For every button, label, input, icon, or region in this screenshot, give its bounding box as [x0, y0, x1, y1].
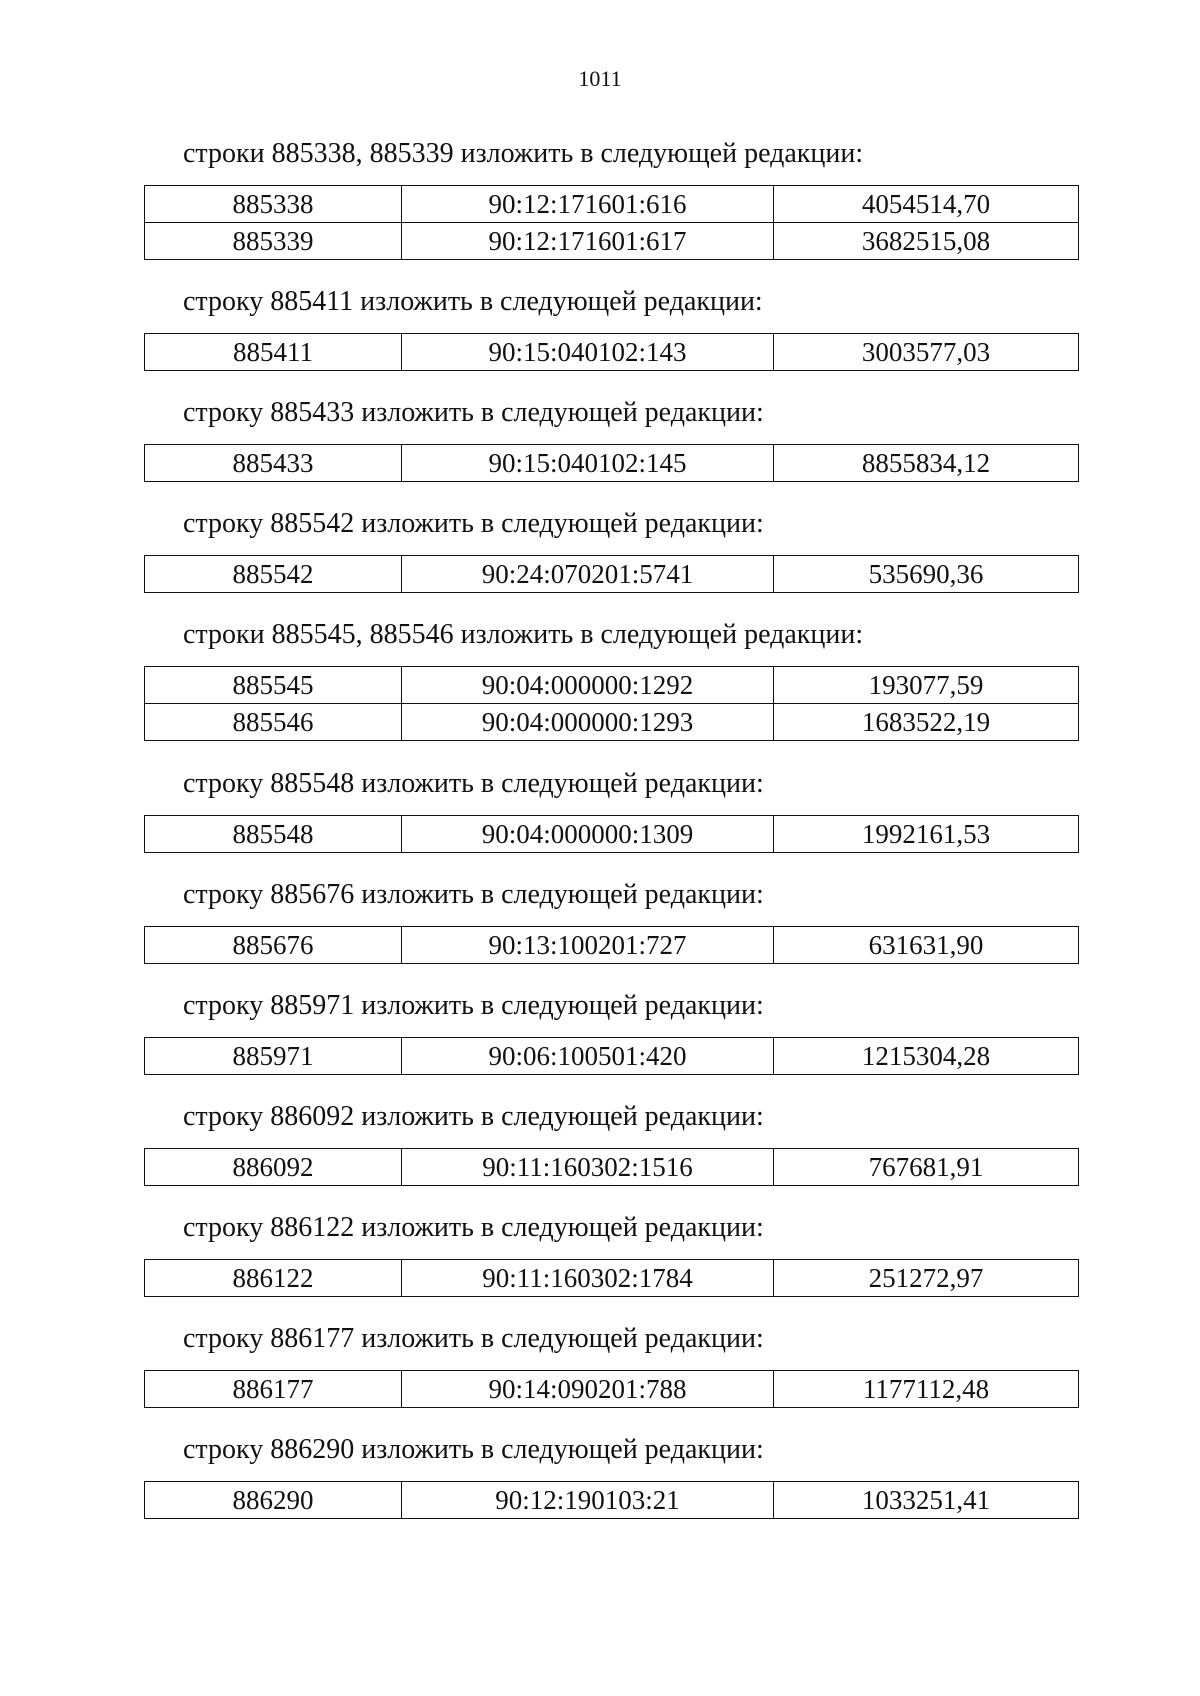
- table-row: [145, 1038, 1079, 1075]
- row-number-cell: 885542: [145, 556, 402, 593]
- row-number-cell: 885546: [145, 704, 402, 741]
- amendment-intro: строку 885548 изложить в следующей редакции:: [183, 768, 764, 799]
- table-row: [145, 704, 1079, 741]
- amendment-table: [144, 1370, 1079, 1408]
- amendment-intro: строку 885433 изложить в следующей редакции:: [183, 397, 764, 428]
- amendment-intro: строки 885338, 885339 изложить в следующей редакции:: [183, 138, 864, 169]
- value-cell: 1992161,53: [774, 816, 1079, 853]
- amendment-intro: строки 885545, 885546 изложить в следующей редакции:: [183, 619, 864, 650]
- row-number-cell: 885548: [145, 816, 402, 853]
- amendment-table: [144, 1037, 1079, 1075]
- value-cell: 3682515,08: [774, 223, 1079, 260]
- table-row: [145, 1482, 1079, 1519]
- row-number-cell: 885411: [145, 334, 402, 371]
- amendment-table: [144, 185, 1079, 260]
- value-cell: 631631,90: [774, 927, 1079, 964]
- value-cell: 1033251,41: [774, 1482, 1079, 1519]
- cadastral-number-cell: 90:04:000000:1292: [402, 667, 774, 704]
- table-row: [145, 816, 1079, 853]
- value-cell: 251272,97: [774, 1260, 1079, 1297]
- cadastral-number-cell: 90:15:040102:145: [402, 445, 774, 482]
- row-number-cell: 885971: [145, 1038, 402, 1075]
- amendment-intro: строку 885411 изложить в следующей редакции:: [183, 286, 763, 317]
- amendment-table: [144, 926, 1079, 964]
- value-cell: 4054514,70: [774, 186, 1079, 223]
- row-number-cell: 885545: [145, 667, 402, 704]
- cadastral-number-cell: 90:11:160302:1516: [402, 1149, 774, 1186]
- table-row: [145, 186, 1079, 223]
- row-number-cell: 885676: [145, 927, 402, 964]
- table-row: [145, 223, 1079, 260]
- amendment-intro: строку 886290 изложить в следующей редакции:: [183, 1434, 764, 1465]
- table-row: [145, 1149, 1079, 1186]
- amendment-table: [144, 1481, 1079, 1519]
- table-row: [145, 1260, 1079, 1297]
- cadastral-number-cell: 90:15:040102:143: [402, 334, 774, 371]
- value-cell: 767681,91: [774, 1149, 1079, 1186]
- amendment-table: [144, 1148, 1079, 1186]
- amendment-table: [144, 333, 1079, 371]
- amendment-table: [144, 555, 1079, 593]
- cadastral-number-cell: 90:13:100201:727: [402, 927, 774, 964]
- cadastral-number-cell: 90:04:000000:1293: [402, 704, 774, 741]
- cadastral-number-cell: 90:12:190103:21: [402, 1482, 774, 1519]
- amendment-intro: строку 886092 изложить в следующей редакции:: [183, 1101, 764, 1132]
- cadastral-number-cell: 90:24:070201:5741: [402, 556, 774, 593]
- table-row: [145, 445, 1079, 482]
- amendment-table: [144, 1259, 1079, 1297]
- row-number-cell: 885339: [145, 223, 402, 260]
- amendment-intro: строку 886122 изложить в следующей редакции:: [183, 1212, 764, 1243]
- value-cell: 535690,36: [774, 556, 1079, 593]
- row-number-cell: 885338: [145, 186, 402, 223]
- table-row: [145, 1371, 1079, 1408]
- page-number: 1011: [578, 66, 622, 91]
- cadastral-number-cell: 90:06:100501:420: [402, 1038, 774, 1075]
- amendment-intro: строку 885971 изложить в следующей редакции:: [183, 990, 764, 1021]
- value-cell: 8855834,12: [774, 445, 1079, 482]
- cadastral-number-cell: 90:12:171601:617: [402, 223, 774, 260]
- cadastral-number-cell: 90:14:090201:788: [402, 1371, 774, 1408]
- row-number-cell: 886177: [145, 1371, 402, 1408]
- amendment-table: [144, 666, 1079, 741]
- table-row: [145, 667, 1079, 704]
- amendment-table: [144, 444, 1079, 482]
- cadastral-number-cell: 90:12:171601:616: [402, 186, 774, 223]
- row-number-cell: 886290: [145, 1482, 402, 1519]
- value-cell: 193077,59: [774, 667, 1079, 704]
- row-number-cell: 886122: [145, 1260, 402, 1297]
- value-cell: 3003577,03: [774, 334, 1079, 371]
- amendment-intro: строку 886177 изложить в следующей редакции:: [183, 1323, 764, 1354]
- value-cell: 1683522,19: [774, 704, 1079, 741]
- row-number-cell: 886092: [145, 1149, 402, 1186]
- table-row: [145, 927, 1079, 964]
- table-row: [145, 556, 1079, 593]
- cadastral-number-cell: 90:04:000000:1309: [402, 816, 774, 853]
- value-cell: 1215304,28: [774, 1038, 1079, 1075]
- amendment-table: [144, 815, 1079, 853]
- row-number-cell: 885433: [145, 445, 402, 482]
- amendment-intro: строку 885676 изложить в следующей редакции:: [183, 879, 764, 910]
- table-row: [145, 334, 1079, 371]
- value-cell: 1177112,48: [774, 1371, 1079, 1408]
- amendment-intro: строку 885542 изложить в следующей редакции:: [183, 508, 764, 539]
- cadastral-number-cell: 90:11:160302:1784: [402, 1260, 774, 1297]
